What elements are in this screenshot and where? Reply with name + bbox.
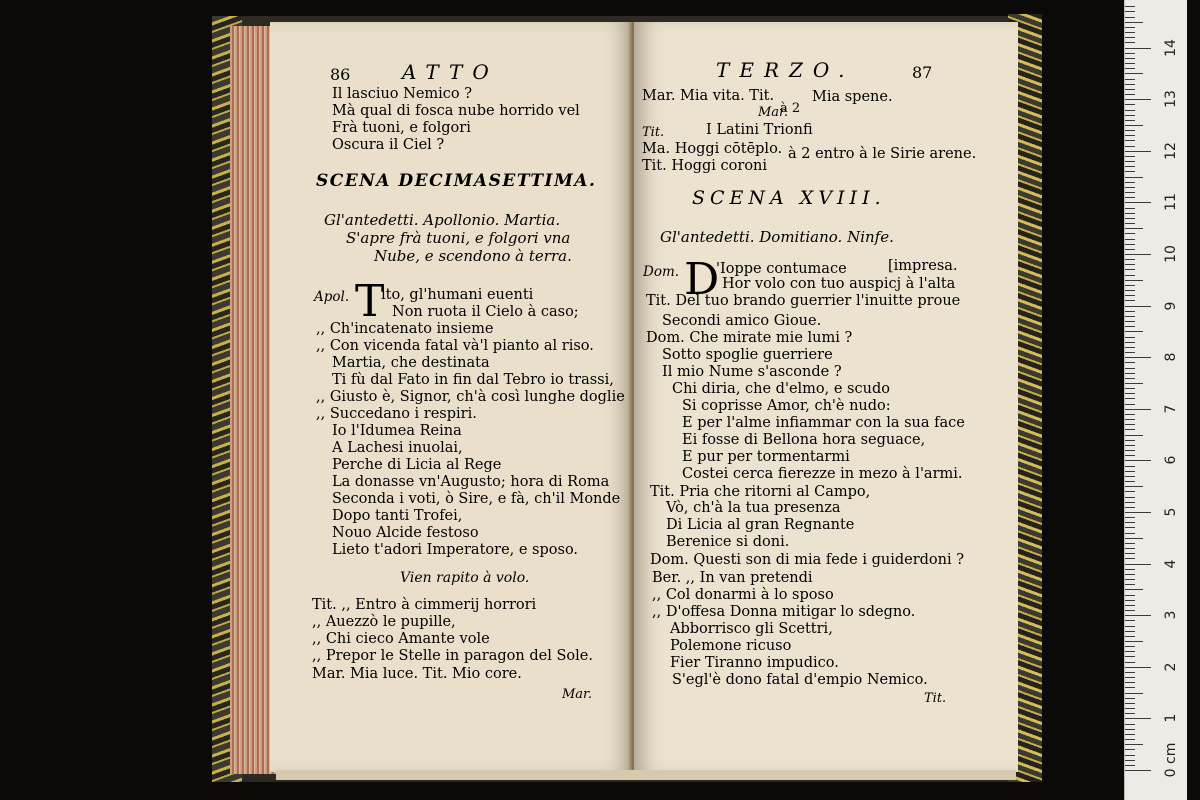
ruler-tick <box>1125 187 1135 188</box>
opening-line: Mà qual di fosca nube horrido vel <box>332 103 580 119</box>
ruler-tick <box>1125 104 1135 105</box>
speech-line: Seconda i voti, ò Sire, e fà, ch'il Monde <box>332 491 621 507</box>
ruler-tick <box>1125 507 1135 508</box>
ruler-tick <box>1125 687 1135 688</box>
ruler-tick <box>1125 197 1135 198</box>
ruler-label: 11 <box>1163 193 1179 212</box>
duet-line: Mar. <box>758 105 788 120</box>
right-line: Il mio Nume s'asconde ? <box>662 364 842 380</box>
ruler-tick <box>1125 651 1135 652</box>
ruler-tick <box>1125 347 1135 348</box>
ruler-tick <box>1125 646 1135 647</box>
ruler-tick <box>1125 620 1135 621</box>
ruler-tick <box>1125 718 1151 719</box>
duet-line: Ma. Hoggi cōtēplo. <box>642 141 783 157</box>
ruler-tick <box>1125 538 1143 539</box>
stage-direction: Nube, e scendono à terra. <box>374 247 572 265</box>
ruler-tick <box>1125 626 1135 627</box>
tit-line: ,, Chi cieco Amante vole <box>312 631 490 647</box>
ruler-tick <box>1125 166 1135 167</box>
ruler-tick <box>1125 269 1135 270</box>
stage-direction: S'apre frà tuoni, e folgori vna <box>346 229 571 247</box>
ruler-tick <box>1125 373 1135 374</box>
right-line: Hor volo con tuo auspicj à l'alta <box>722 276 956 292</box>
right-line: Tit. Pria che ritorni al Campo, <box>650 484 871 500</box>
right-line: Dom. Che mirate mie lumi ? <box>646 330 853 346</box>
speech-line: ,, Ch'incatenato insieme <box>316 321 494 337</box>
ruler-tick <box>1125 32 1135 33</box>
right-line: Polemone ricuso <box>670 638 792 654</box>
ruler-tick <box>1125 254 1151 255</box>
ruler-tick <box>1125 404 1135 405</box>
ruler-tick <box>1125 182 1135 183</box>
ruler-label: 3 <box>1163 610 1179 620</box>
right-line: Sotto spoglie guerriere <box>662 347 833 363</box>
stage-direction: Gl'antedetti. Apollonio. Martia. <box>324 211 561 229</box>
ruler-tick <box>1125 17 1135 18</box>
ruler-tick <box>1125 89 1135 90</box>
ruler-tick <box>1125 244 1135 245</box>
ruler-tick <box>1125 171 1135 172</box>
ruler-tick <box>1125 739 1135 740</box>
ruler-tick <box>1125 311 1135 312</box>
ruler-tick <box>1125 48 1151 49</box>
ruler-tick <box>1125 471 1135 472</box>
right-line: 'Ioppe contumace <box>716 261 847 277</box>
ruler-tick <box>1125 558 1135 559</box>
ruler-tick <box>1125 99 1151 100</box>
ruler-tick <box>1125 435 1143 436</box>
right-line: Tit. Del tuo brando guerrier l'inuitte proue <box>646 293 961 309</box>
duet-a2: à 2 <box>780 101 801 116</box>
speech-line: La donasse vn'Augusto; hora di Roma <box>332 474 610 490</box>
ruler-tick <box>1125 393 1135 394</box>
right-line: Abborrisco gli Scettri, <box>670 621 833 637</box>
duet-mia-spene: Mia spene. <box>812 89 893 105</box>
ruler-tick <box>1125 321 1135 322</box>
speech-line: Martia, che destinata <box>332 355 490 371</box>
right-line: E pur per tormentarmi <box>682 449 850 465</box>
ruler-tick <box>1125 497 1135 498</box>
ruler-tick <box>1125 120 1135 121</box>
right-line: ,, Col donarmi à lo sposo <box>652 587 834 603</box>
ruler-tick <box>1125 574 1135 575</box>
ruler-tick <box>1125 161 1135 162</box>
ruler-tick <box>1125 512 1151 513</box>
ruler-tick <box>1125 693 1143 694</box>
right-line: Costei cerca fierezze in mezo à l'armi. <box>682 466 963 482</box>
ruler-label: 0 cm <box>1163 742 1179 778</box>
ruler-tick <box>1125 641 1143 642</box>
ruler-tick <box>1125 295 1135 296</box>
ruler-tick <box>1125 135 1135 136</box>
duet-entro: à 2 entro à le Sirie arene. <box>788 146 977 162</box>
ruler-tick <box>1125 223 1135 224</box>
ruler-tick <box>1125 280 1143 281</box>
ruler-tick <box>1125 610 1135 611</box>
ruler-tick <box>1125 218 1135 219</box>
ruler-tick <box>1125 605 1135 606</box>
left-running-head: ATTO <box>402 60 499 84</box>
ruler-tick <box>1125 708 1135 709</box>
ruler-tick <box>1125 677 1135 678</box>
ruler-tick <box>1125 378 1135 379</box>
ruler-tick <box>1125 589 1143 590</box>
ruler-tick <box>1125 548 1135 549</box>
ruler-tick <box>1125 110 1135 111</box>
ruler-tick <box>1125 362 1135 363</box>
ruler-label: 6 <box>1163 455 1179 465</box>
ruler-label: 9 <box>1163 301 1179 311</box>
stage-direction-rapito: Vien rapito à volo. <box>400 570 530 586</box>
ruler-tick <box>1125 765 1135 766</box>
ruler-tick <box>1125 11 1135 12</box>
right-line: E per l'alme infiammar con la sua face <box>682 415 965 431</box>
ruler-tick <box>1125 713 1135 714</box>
speech-line: ,, Giusto è, Signor, ch'à così lunghe doglie <box>316 389 625 405</box>
ruler-tick <box>1125 337 1135 338</box>
ruler-tick <box>1125 486 1143 487</box>
ruler-tick <box>1125 476 1135 477</box>
ruler-tick <box>1125 37 1135 38</box>
right-line: Fier Tiranno impudico. <box>670 655 839 671</box>
ruler-tick <box>1125 450 1135 451</box>
right-line: Berenice si doni. <box>666 534 790 550</box>
ruler-tick <box>1125 600 1135 601</box>
ruler-tick <box>1125 58 1135 59</box>
ruler-tick <box>1125 130 1135 131</box>
ruler-tick <box>1125 239 1135 240</box>
tit-line: Tit. ,, Entro à cimmerij horrori <box>312 597 537 613</box>
right-stage-direction: Gl'antedetti. Domitiano. Ninfe. <box>660 228 894 246</box>
ruler-tick <box>1125 259 1135 260</box>
ruler-tick <box>1125 368 1135 369</box>
ruler-tick <box>1125 760 1135 761</box>
ruler-tick <box>1125 73 1143 74</box>
right-scene-title: SCENA XVIII. <box>692 187 886 209</box>
speech-line: Non ruota il Cielo à caso; <box>392 304 579 320</box>
ruler-label: 13 <box>1163 90 1179 109</box>
speech-line: Nouo Alcide festoso <box>332 525 479 541</box>
ruler-tick <box>1125 275 1135 276</box>
ruler-tick <box>1125 533 1135 534</box>
ruler-tick <box>1125 63 1135 64</box>
ruler-tick <box>1125 146 1135 147</box>
ruler-label: 4 <box>1163 559 1179 569</box>
ruler-tick <box>1125 491 1135 492</box>
ruler-tick <box>1125 445 1135 446</box>
tit-line: ,, Auezzò le pupille, <box>312 614 456 630</box>
speech-line: Ti fù dal Fato in fin dal Tebro io trassi, <box>332 372 614 388</box>
ruler-tick <box>1125 156 1135 157</box>
dropcap-d: D <box>684 254 720 305</box>
ruler-tick <box>1125 724 1135 725</box>
ruler-tick <box>1125 636 1135 637</box>
ruler-tick <box>1125 68 1135 69</box>
ruler-tick <box>1125 579 1135 580</box>
ruler-tick <box>1125 409 1151 410</box>
ruler-tick <box>1125 734 1135 735</box>
ruler-tick <box>1125 125 1143 126</box>
ruler-label: 2 <box>1163 662 1179 672</box>
ruler-tick <box>1125 429 1135 430</box>
ruler-tick <box>1125 543 1135 544</box>
ruler-tick <box>1125 631 1135 632</box>
speech-line: ito, gl'humani euenti <box>381 287 534 303</box>
ruler-tick <box>1125 27 1135 28</box>
right-catchword: Tit. <box>924 691 947 706</box>
right-line: Ber. ,, In van pretendi <box>652 570 813 586</box>
ruler-label: 8 <box>1163 352 1179 362</box>
ruler-tick <box>1125 208 1135 209</box>
ruler-tick <box>1125 517 1135 518</box>
duet-line: Tit. <box>642 125 665 140</box>
ruler-tick <box>1125 682 1135 683</box>
ruler-tick <box>1125 233 1135 234</box>
speech-line: Lieto t'adori Imperatore, e sposo. <box>332 542 579 558</box>
ruler-label: 14 <box>1163 38 1179 57</box>
ruler-tick <box>1125 440 1135 441</box>
ruler-tick <box>1125 306 1151 307</box>
measuring-ruler <box>1124 0 1187 800</box>
ruler-tick <box>1125 264 1135 265</box>
ruler-tick <box>1125 564 1151 565</box>
speaker-apol: Apol. <box>314 289 350 305</box>
ruler-tick <box>1125 527 1135 528</box>
ruler-tick <box>1125 419 1135 420</box>
right-line: [impresa. <box>888 258 958 274</box>
ruler-tick <box>1125 192 1135 193</box>
left-catchword: Mar. <box>562 687 592 702</box>
ruler-tick <box>1125 424 1135 425</box>
speech-line: Io l'Idumea Reina <box>332 423 462 439</box>
duet-line: Mar. Mia vita. Tit. <box>642 88 775 104</box>
ruler-label: 1 <box>1163 713 1179 723</box>
opening-line: Il lasciuo Nemico ? <box>332 86 473 102</box>
ruler-tick <box>1125 749 1135 750</box>
ruler-tick <box>1125 22 1143 23</box>
ruler-tick <box>1125 455 1135 456</box>
ruler-tick <box>1125 79 1135 80</box>
dropcap-t: T <box>355 276 385 327</box>
speech-line: ,, Con vicenda fatal và'l pianto al riso. <box>316 338 594 354</box>
ruler-tick <box>1125 352 1135 353</box>
opening-line: Oscura il Ciel ? <box>332 137 445 153</box>
right-running-head: TERZO. <box>716 58 855 82</box>
right-page-number: 87 <box>912 63 933 82</box>
right-line: Secondi amico Gioue. <box>662 313 822 329</box>
ruler-tick <box>1125 703 1135 704</box>
right-line: Ei fosse di Bellona hora seguace, <box>682 432 926 448</box>
speech-line: Dopo tanti Trofei, <box>332 508 463 524</box>
ruler-tick <box>1125 84 1135 85</box>
ruler-tick <box>1125 202 1151 203</box>
ruler-tick <box>1125 744 1143 745</box>
ruler-tick <box>1125 398 1135 399</box>
speaker-dom: Dom. <box>643 264 680 280</box>
ruler-tick <box>1125 388 1135 389</box>
ruler-tick <box>1125 285 1135 286</box>
left-page-number: 86 <box>330 65 351 84</box>
ruler-tick <box>1125 228 1143 229</box>
right-line: Dom. Questi son di mia fede i guiderdoni ? <box>650 552 965 568</box>
ruler-tick <box>1125 522 1135 523</box>
ruler-label: 12 <box>1163 141 1179 160</box>
duet-line: Tit. Hoggi coroni <box>642 158 768 174</box>
speech-line: A Lachesi inuolai, <box>332 440 463 456</box>
right-line: Si coprisse Amor, ch'è nudo: <box>682 398 891 414</box>
speech-line: Perche di Licia al Rege <box>332 457 502 473</box>
ruler-tick <box>1125 414 1135 415</box>
ruler-tick <box>1125 177 1143 178</box>
ruler-tick <box>1125 595 1135 596</box>
ruler-tick <box>1125 94 1135 95</box>
opening-line: Frà tuoni, e folgori <box>332 120 471 136</box>
ruler-tick <box>1125 357 1151 358</box>
ruler-tick <box>1125 53 1135 54</box>
ruler-tick <box>1125 656 1135 657</box>
ruler-tick <box>1125 553 1135 554</box>
ruler-tick <box>1125 316 1135 317</box>
ruler-tick <box>1125 502 1135 503</box>
ruler-tick <box>1125 615 1151 616</box>
right-line: S'egl'è dono fatal d'empio Nemico. <box>672 672 928 688</box>
ruler-tick <box>1125 6 1135 7</box>
ruler-tick <box>1125 755 1135 756</box>
ruler-label: 7 <box>1163 404 1179 414</box>
right-line: ,, D'offesa Donna mitigar lo sdegno. <box>652 604 916 620</box>
ruler-tick <box>1125 481 1135 482</box>
ruler-tick <box>1125 331 1143 332</box>
right-line: Vò, ch'à la tua presenza <box>666 500 841 516</box>
ruler-tick <box>1125 249 1135 250</box>
right-line: Di Licia al gran Regnante <box>666 517 855 533</box>
ruler-tick <box>1125 460 1151 461</box>
tit-line: ,, Prepor le Stelle in paragon del Sole. <box>312 648 593 664</box>
ruler-tick <box>1125 342 1135 343</box>
ruler-tick <box>1125 584 1135 585</box>
ruler-tick <box>1125 770 1151 771</box>
ruler-tick <box>1125 326 1135 327</box>
left-scene-title: SCENA DECIMASETTIMA. <box>316 171 597 191</box>
ruler-tick <box>1125 115 1135 116</box>
ruler-tick <box>1125 213 1135 214</box>
ruler-label: 10 <box>1163 245 1179 263</box>
bottom-edge <box>276 770 1016 780</box>
ruler-tick <box>1125 151 1151 152</box>
ruler-tick <box>1125 42 1135 43</box>
ruler-tick <box>1125 300 1135 301</box>
speech-line: ,, Succedano i respiri. <box>316 406 477 422</box>
ruler-tick <box>1125 662 1135 663</box>
mar-line: Mar. Mia luce. Tit. Mio core. <box>312 666 522 682</box>
ruler-tick <box>1125 569 1135 570</box>
ruler-tick <box>1125 729 1135 730</box>
ruler-tick <box>1125 667 1151 668</box>
duet-line: I Latini Trionfi <box>706 122 813 138</box>
ruler-tick <box>1125 140 1135 141</box>
ruler-tick <box>1125 698 1135 699</box>
ruler-label: 5 <box>1163 507 1179 517</box>
ruler-tick <box>1125 672 1135 673</box>
ruler-tick <box>1125 383 1143 384</box>
right-line: Chi diria, che d'elmo, e scudo <box>672 381 890 397</box>
ruler-tick <box>1125 290 1135 291</box>
ruler-tick <box>1125 466 1135 467</box>
